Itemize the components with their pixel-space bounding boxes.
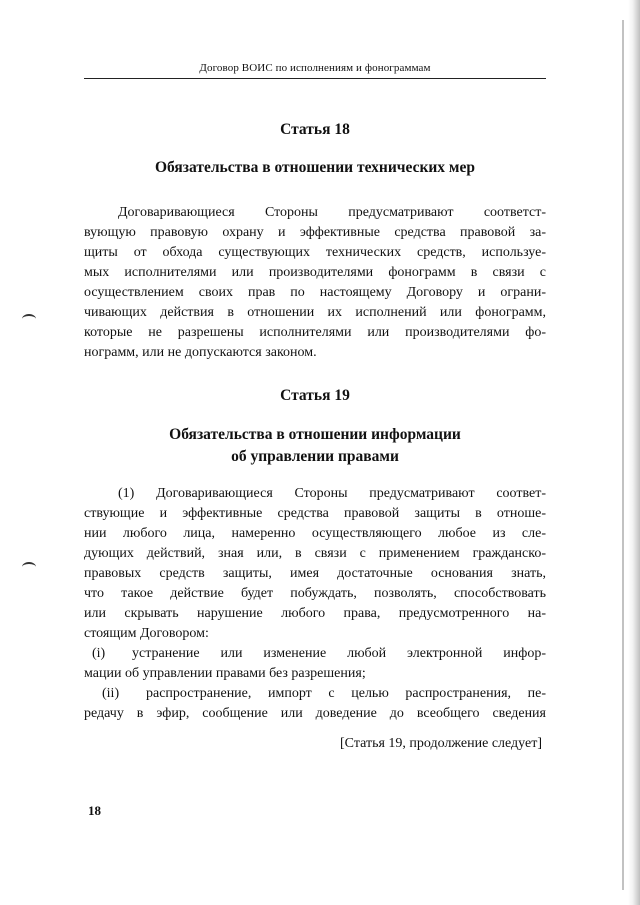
text-line: которые не разрешены исполнителями или производителями фо- bbox=[84, 325, 546, 340]
scan-mark bbox=[22, 562, 36, 572]
page-number: 18 bbox=[88, 803, 101, 818]
article-19-title-line-2: об управлении правами bbox=[231, 448, 399, 465]
text-line: или скрывать нарушение любого права, предусмотренного на- bbox=[84, 606, 546, 621]
text-line: что такое действие будет побуждать, позволять, способствовать bbox=[84, 586, 546, 601]
list-item-text: распространение, импорт с целью распространения, пе- bbox=[146, 686, 546, 701]
text-line: дующих действий, зная или, в связи с применением гражданско- bbox=[84, 546, 546, 561]
text-line: вующую правовую охрану и эффективные средства правовой за- bbox=[84, 225, 546, 240]
text-line: правовых средств защиты, имея достаточные основания знать, bbox=[84, 566, 546, 581]
text-line: мации об управлении правами без разрешения; bbox=[84, 666, 366, 681]
list-item-i bbox=[84, 644, 546, 664]
page-edge-line bbox=[622, 20, 624, 890]
text-line: нии любого лица, намеренно осуществляющего любое из сле- bbox=[84, 526, 546, 541]
page-edge-shadow bbox=[628, 0, 640, 905]
article-18-text bbox=[84, 203, 546, 363]
text-line: щиты от обхода существующих технических средств, используе- bbox=[84, 245, 546, 260]
article-19-text bbox=[84, 484, 546, 724]
text-line: нограмм, или не допускаются законом. bbox=[84, 345, 317, 360]
text-line: Договаривающиеся Стороны предусматривают соответст- bbox=[118, 205, 546, 220]
article-19-title-line-1: Обязательства в отношении информации bbox=[169, 426, 461, 443]
text-line: осуществлением своих прав по настоящему Договору и ограни- bbox=[84, 285, 546, 300]
continuation-note: [Статья 19, продолжение следует] bbox=[340, 736, 542, 751]
article-19-number: Статья 19 bbox=[280, 387, 350, 404]
article-18-number: Статья 18 bbox=[280, 121, 350, 138]
list-item-text: устранение или изменение любой электронной инфор- bbox=[132, 646, 546, 661]
text-line: редачу в эфир, сообщение или доведение до всеобщего сведения bbox=[84, 706, 546, 721]
text-line: (1) Договаривающиеся Стороны предусматривают соответ- bbox=[118, 486, 546, 501]
scan-mark bbox=[22, 314, 36, 324]
article-18-title: Обязательства в отношении технических мер bbox=[154, 159, 475, 176]
list-marker: (i) bbox=[92, 646, 106, 661]
text-line: стоящим Договором: bbox=[84, 626, 209, 641]
list-item-ii bbox=[84, 684, 546, 704]
running-header: Договор ВОИС по исполнениям и фонограммам bbox=[199, 62, 431, 74]
text-line: ствующие и эффективные средства правовой защиты в отноше- bbox=[84, 506, 546, 521]
header-rule bbox=[84, 78, 546, 79]
text-line: мых исполнителями или производителями фонограмм в связи с bbox=[84, 265, 546, 280]
text-line: чивающих действия в отношении их исполнений или фонограмм, bbox=[84, 305, 546, 320]
list-marker: (ii) bbox=[102, 686, 120, 701]
